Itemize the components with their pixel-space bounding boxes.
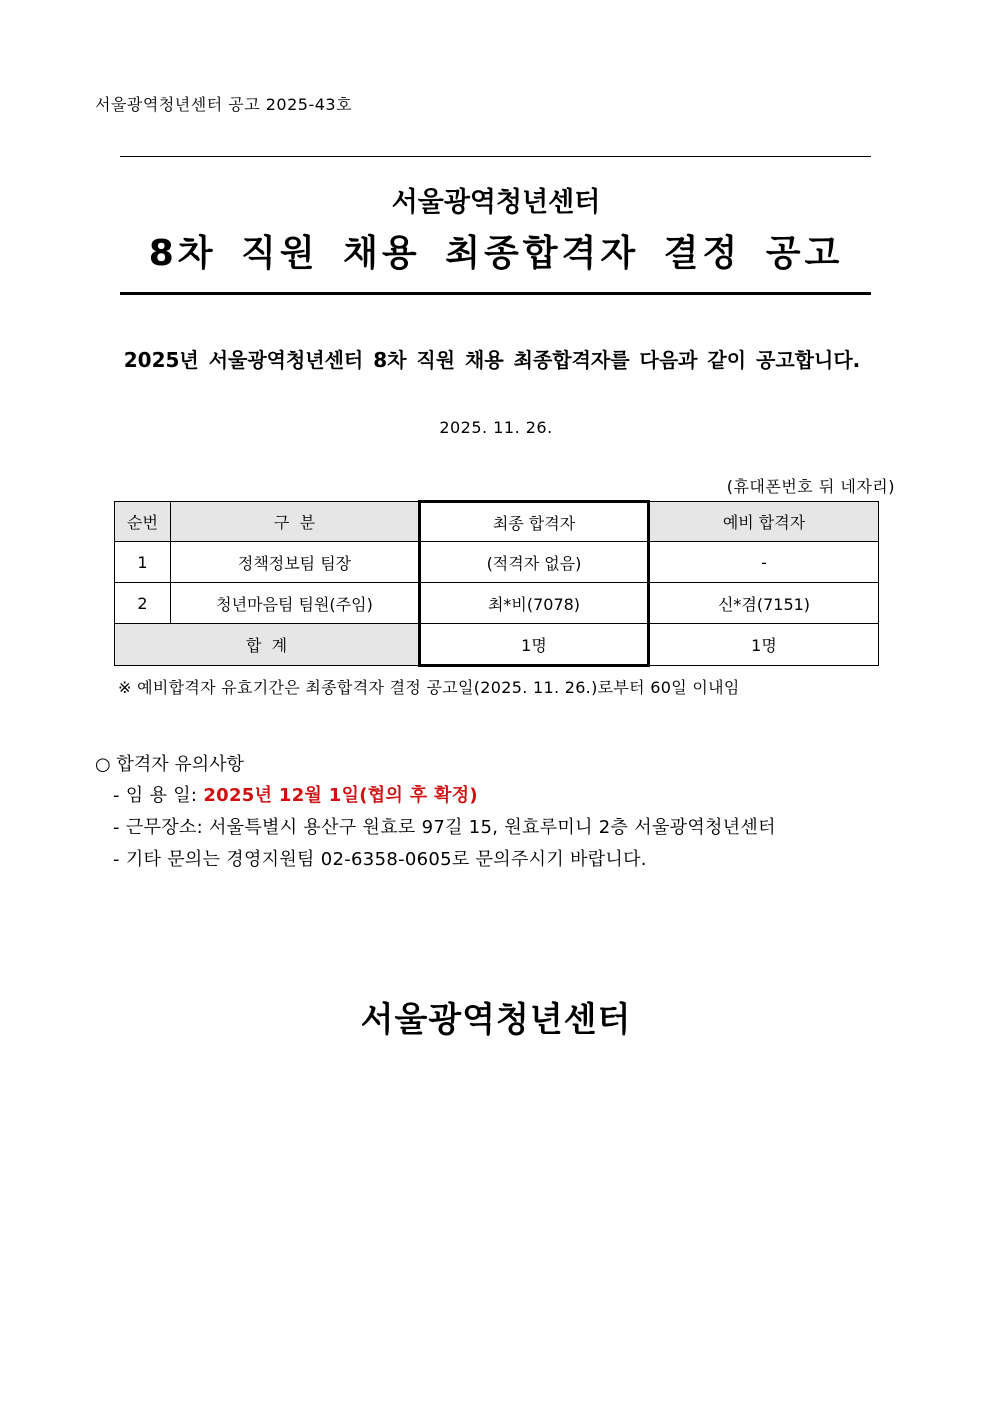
row-no: 1 (115, 542, 171, 583)
table-row (115, 583, 879, 624)
header-reserve: 예비 합격자 (649, 502, 879, 542)
phone-digits-note: (휴대폰번호 뒤 네자리) (726, 477, 895, 496)
row-category: 청년마음팀 팀원(주임) (171, 583, 420, 624)
start-date-value: 2025년 12월 1일(협의 후 확정) (203, 785, 478, 806)
validity-note: ※ 예비합격자 유효기간은 최종합격자 결정 공고일(2025. 11. 26.)로부터 60일 이내임 (118, 678, 740, 697)
table-row (115, 542, 879, 583)
total-reserve: 1명 (649, 624, 879, 666)
total-final: 1명 (420, 624, 649, 666)
row-final: (적격자 없음) (420, 542, 649, 583)
header-category: 구 분 (171, 502, 420, 542)
row-category: 정책정보팀 팀장 (171, 542, 420, 583)
start-date-label: - 임 용 일: (113, 785, 204, 806)
footer-organization: 서울광역청년센터 (360, 1000, 632, 1040)
result-table (114, 500, 879, 667)
inquiry-item: - 기타 문의는 경영지원팀 02-6358-0605로 문의주시기 바랍니다. (113, 849, 647, 870)
header-final: 최종 합격자 (420, 502, 649, 542)
start-date-item (113, 781, 478, 807)
row-no: 2 (115, 583, 171, 624)
page-title: 8차 직원 채용 최종합격자 결정 공고 (148, 233, 844, 274)
announcement-date: 2025. 11. 26. (439, 418, 553, 437)
organization-title: 서울광역청년센터 (391, 187, 601, 218)
row-reserve: - (649, 542, 879, 583)
row-final: 최*비(7078) (420, 583, 649, 624)
workplace-item: - 근무장소: 서울특별시 용산구 원효로 97길 15, 원효루미니 2층 서울광역청년센터 (113, 817, 776, 838)
notice-number: 서울광역청년센터 공고 2025-43호 (95, 95, 353, 114)
title-divider (120, 292, 871, 295)
table-header-row (115, 502, 879, 542)
intro-text: 2025년 서울광역청년센터 8차 직원 채용 최종합격자를 다음과 같이 공고합니다. (123, 348, 861, 372)
top-divider (120, 156, 871, 157)
total-label: 합 계 (115, 624, 420, 666)
table-total-row (115, 624, 879, 666)
row-reserve: 신*겸(7151) (649, 583, 879, 624)
header-no: 순번 (115, 502, 171, 542)
notes-heading: ○ 합격자 유의사항 (95, 754, 244, 775)
